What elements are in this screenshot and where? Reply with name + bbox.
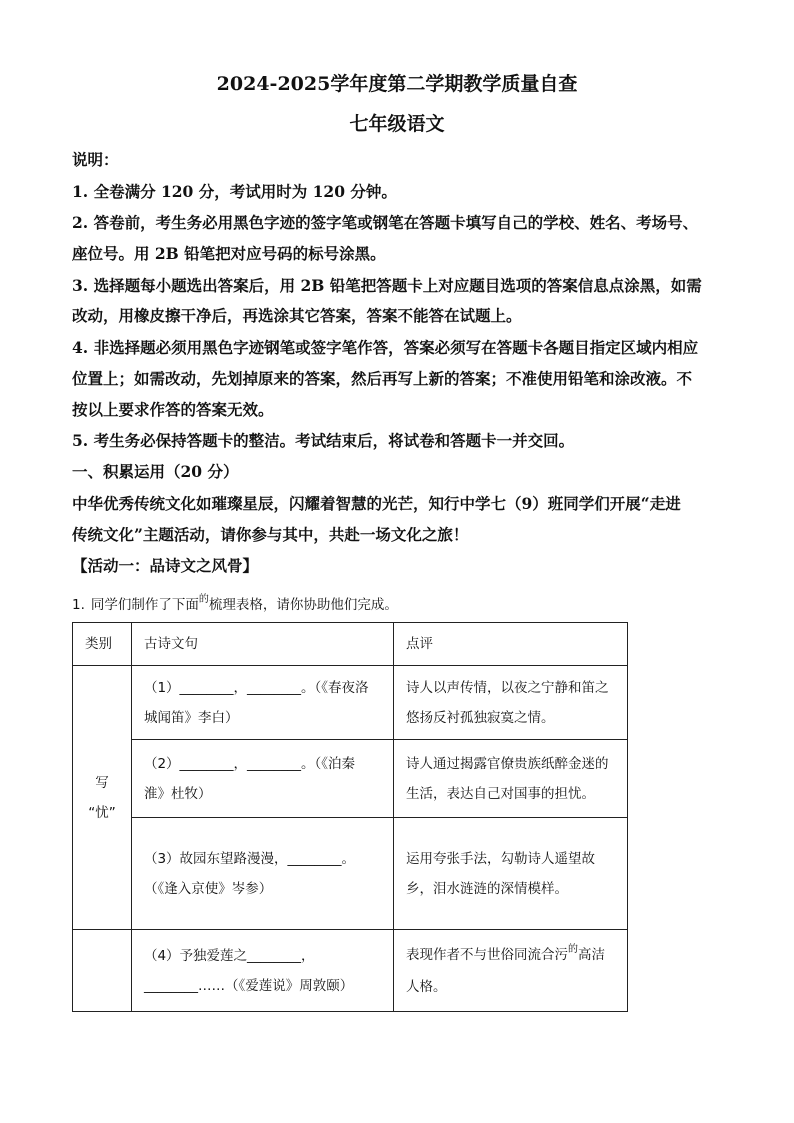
category-label: “忧” <box>88 804 116 821</box>
header-category: 类别 <box>73 623 132 666</box>
verse-line: （3）故园东望路漫漫，________。 <box>143 850 356 867</box>
verse-line: 城闻笛》李白） <box>143 709 239 726</box>
question-text: 梳理表格，请你协助他们完成。 <box>208 597 398 613</box>
instruction-line: 座位号。用 2B 铅笔把对应号码的标号涂黑。 <box>72 244 386 263</box>
verse-line: （1）________，________。（《春夜洛 <box>143 679 369 696</box>
comment-line <box>406 940 615 972</box>
section-intro-line: 中华优秀传统文化如璀璨星辰，闪耀着智慧的光芒，知行中学七（9）班同学们开展“走进 <box>72 494 681 513</box>
instruction-line: 5. 考生务必保持答题卡的整洁。考试结束后，将试卷和答题卡一并交回。 <box>72 431 575 450</box>
table-row <box>73 740 628 818</box>
instruction-line: 4. 非选择题必须用黑色字迹钢笔或签字笔作答，答案必须写在答题卡各题目指定区域内相应 <box>72 338 699 357</box>
comment-line: 人格。 <box>406 978 447 995</box>
verse-cell <box>131 930 393 1012</box>
table-row <box>73 930 628 1012</box>
table-header-row <box>73 623 628 666</box>
exam-title: 2024-2025学年度第二学期教学质量自查 <box>216 73 578 95</box>
table-row <box>73 666 628 740</box>
category-label: 写 <box>95 774 109 791</box>
verse-line: 淮》杜牧） <box>143 785 212 802</box>
comment-cell <box>394 740 628 818</box>
exam-subtitle: 七年级语文 <box>349 113 445 135</box>
instruction-line: 3. 选择题每小题选出答案后，用 2B 铅笔把答题卡上对应题目选项的答案信息点涂黑，如需 <box>72 276 702 295</box>
instruction-line: 2. 答卷前，考生务必用黑色字迹的签字笔或钢笔在答题卡填写自己的学校、姓名、考场号、 <box>72 213 699 232</box>
instruction-line: 1. 全卷满分 120 分，考试用时为 120 分钟。 <box>72 182 397 201</box>
comment-line: 悠扬反衬孤独寂寞之情。 <box>406 709 555 726</box>
verse-cell <box>131 740 393 818</box>
section-intro-line: 传统文化”主题活动，请你参与其中，共赴一场文化之旅！ <box>72 525 469 544</box>
verse-cell <box>131 666 393 740</box>
comment-line: 运用夸张手法，勾勒诗人遥望故 <box>406 850 596 867</box>
header-comment: 点评 <box>394 623 628 666</box>
activity-heading: 【活动一：品诗文之风骨】 <box>72 556 259 575</box>
instruction-line: 改动，用橡皮擦干净后，再选涂其它答案，答案不能答在试题上。 <box>72 306 522 325</box>
verse-cell <box>131 818 393 930</box>
comment-line: 诗人以声传情，以夜之宁静和笛之 <box>406 679 609 696</box>
comment-cell <box>394 818 628 930</box>
comment-text-superscript: 的 <box>568 943 579 955</box>
comment-text: 表现作者不与世俗同流合污 <box>406 946 569 963</box>
question-text: 同学们制作了下面 <box>90 597 199 613</box>
category-cell-empty <box>73 930 132 1012</box>
verse-line: （《逢入京使》岑参） <box>143 880 273 897</box>
category-cell <box>73 666 132 930</box>
header-verse: 古诗文句 <box>131 623 393 666</box>
comment-line: 乡，泪水涟涟的深情模样。 <box>406 880 569 897</box>
instruction-line: 按以上要求作答的答案无效。 <box>72 400 274 419</box>
comment-cell <box>394 666 628 740</box>
comment-line: 诗人通过揭露官僚贵族纸醉金迷的 <box>406 755 609 772</box>
review-table <box>72 622 628 1012</box>
section-title: 一、积累运用（20 分） <box>72 462 239 481</box>
verse-line: ________……（《爱莲说》周敦颐） <box>143 977 354 994</box>
question-number: 1. <box>72 597 85 613</box>
question-text-superscript: 的 <box>198 594 209 605</box>
question-1-prompt <box>72 595 398 617</box>
comment-cell <box>394 930 628 1012</box>
instructions-heading: 说明： <box>72 150 119 169</box>
verse-line: （4）予独爱莲之________， <box>143 947 315 964</box>
instruction-line: 位置上；如需改动，先划掉原来的答案，然后再写上新的答案；不准使用铅笔和涂改液。不 <box>72 369 693 388</box>
comment-line: 生活，表达自己对国事的担忧。 <box>406 785 596 802</box>
table-row <box>73 818 628 930</box>
comment-text: 高洁 <box>578 946 606 963</box>
verse-line: （2）________，________。（《泊秦 <box>143 755 356 772</box>
